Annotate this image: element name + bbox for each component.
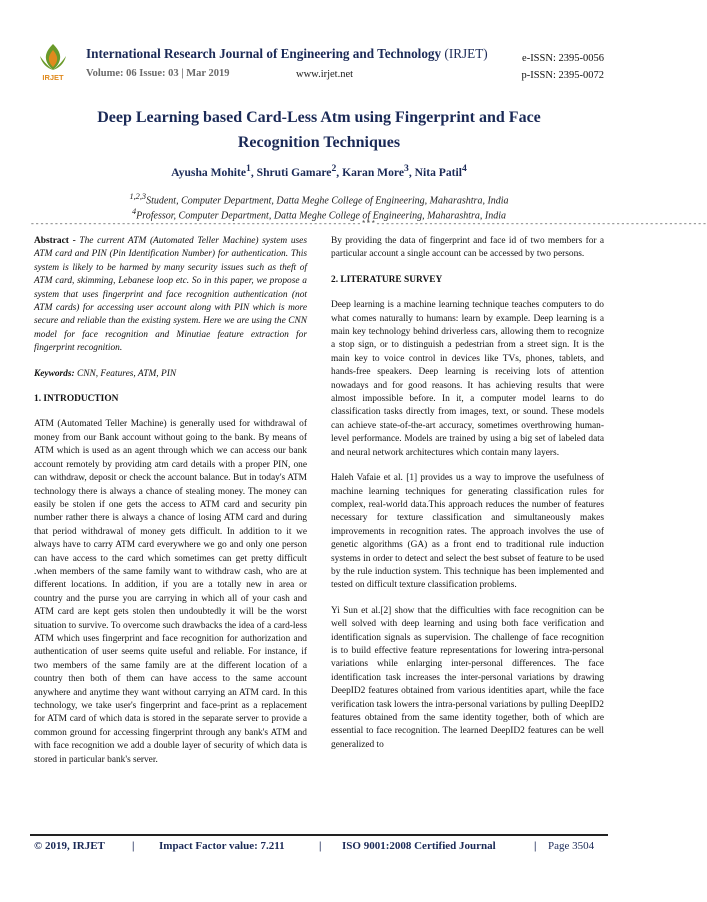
footer-divider: | xyxy=(132,840,135,852)
irjet-logo xyxy=(36,42,70,82)
author-sup: 3 xyxy=(404,163,409,174)
paragraph: Yi Sun et al.[2] show that the difficulties with face recognition can be well solved with deep learning and using both face verification and identification signals as supervision. The challenge of face recognition is to build effective feature representations for lowering intra-personal variations while enlarging inter-personal differences. The face identification task increases the inter-personal variations by drawing DeepID2 features obtained from various identities apart, while the face verification task lowers the intra-personal variations by pulling DeepID2 features obtained from the same identity together, both of which are essential to face recognition. The learned DeepID2 features can be well generalized to xyxy=(331,605,604,750)
paragraph: By providing the data of fingerprint and face id of two members for a particular account a single account can be accessed by two persons. xyxy=(331,236,604,260)
paper-title xyxy=(50,105,588,155)
journal-name: International Research Journal of Engineering and Technology xyxy=(86,46,442,61)
footer-divider: | xyxy=(534,840,537,852)
title-line-1: Deep Learning based Card-Less Atm using Fingerprint and Face xyxy=(97,109,541,126)
title-line-2: Recognition Techniques xyxy=(237,134,401,151)
affiliation-sup: 4 xyxy=(131,207,137,216)
left-column xyxy=(34,235,307,779)
abstract xyxy=(34,235,307,356)
section-separator: ---------------------------------------------------------------------***--------------------------------------------------------------------- xyxy=(30,220,707,229)
affiliation-text: Professor, Computer Department, Datta Meghe College of Engineering, Maharashtra, India xyxy=(136,210,507,222)
introduction-paragraph: ATM (Automated Teller Machine) is generally used for withdrawal of money from our Bank account without going to the bank. By means of ATM which is used as an agent through which we can access our bank account remotely by providing atm card details with a proper PIN, one can withdraw, deposit or check the account balance. But in today's ATM technology there is always a chance of stealing money. The money can easily be stolen if one gets the access to ATM card and security pin number rather there is always a chance of losing ATM card and during that period withdrawal of money gets difficult. In addition to it we always have to carry ATM card everywhere we go and only one person can have access to the card which sometimes can get pretty difficult .when members of the same family want to withdraw cash, who are at different locations. In addition, if you are a totally new in area or country and the purse you are carrying in which all of your cash and ATM card are kept gets stolen then undoubtedly it will be the worst situation to survive. To overcome such drawbacks the idea of a card-less ATM which uses fingerprint and face recognition for authorization and authentication of user seems quite useful and reliable. For instance, if two members of the same family are at the different location of a country then both of them can have access to the same account anywhere and anytime they want without carrying an ATM card. In this technology, we take user's fingerprint and face-print as a replacement for ATM card of which data is stored in the separate server to provide a common ground for accessing fingerprint through any bank's ATM and with face recognition we add a double layer of security of which data is stored in particular bank's server. xyxy=(34,419,307,765)
footer-iso: ISO 9001:2008 Certified Journal xyxy=(342,840,496,852)
e-issn: e-ISSN: 2395-0056 xyxy=(522,53,604,64)
volume-issue: Volume: 06 Issue: 03 | Mar 2019 xyxy=(86,68,230,79)
journal-abbr: (IRJET) xyxy=(444,46,488,61)
paragraph: Haleh Vafaie et al. [1] provides us a way to improve the usefulness of machine learning techniques for generating classification rules for complex, real-world data.This approach reduces the number of features necessary for texture classification and simultaneously makes improvements in recognition rates. The approach involves the use of genetic algorithms (GA) as a front end to traditional rule induction systems in order to detect and select the best subset of feature to be used by the rule induction system. This technique has been implemented and tested on difficult texture classification problems. xyxy=(331,473,604,591)
affiliation-text: Student, Computer Department, Datta Meghe College of Engineering, Maharashtra, India xyxy=(146,195,509,207)
author-name: Karan More xyxy=(342,165,405,179)
author-list: Ayusha Mohite$^1$, Shruti Gamare$^2$, Karan More$^3$, Nita Patil$^4$ xyxy=(171,163,467,179)
footer-divider: | xyxy=(319,840,322,852)
abstract-label: Abstract - xyxy=(34,236,76,246)
affiliation-sup: 1,2,3 xyxy=(129,192,147,201)
author-sup: 2 xyxy=(331,163,337,174)
logo-text: IRJET xyxy=(42,73,64,82)
page-footer xyxy=(34,840,604,856)
keywords-label: Keywords: xyxy=(34,368,75,379)
author-sup: 4 xyxy=(461,163,467,174)
author-name: Ayusha Mohite xyxy=(171,165,246,179)
paragraph: Deep learning is a machine learning technique teaches computers to do what comes naturally to humans: learn by example. Deep learning is a main key technology behind driverless cars, allowing them to recognize a stop sign, or to distinguish a pedestrian from a street sign. It is the main key to voice control in devices like TVs, phones, tablets, and hands-free speakers. Deep learning is receiving lots of attention nowadays and for good reasons. It has achieving results that were almost impossible before. In it, a computer model learns to do classification tasks directly from images, text, or sound. These models can achieve state-of-the-art accuracy, sometimes overthrowing human-level performance. Models are trained by using a big set of labeled data and neural network architectures which contain many layers. xyxy=(331,300,604,458)
author-sup: 1 xyxy=(246,163,251,174)
journal-header xyxy=(34,40,604,88)
keywords-text: CNN, Features, ATM, PIN xyxy=(74,368,177,379)
right-column xyxy=(331,235,604,764)
abstract-text: The current ATM (Automated Teller Machine) system uses ATM card and PIN (Pin Identification Number) for authentication. This system is likely to be harmed by many security issues such as theft of ATM card, skimming, Lebanese loop etc. So in this paper, we propose a system that uses fingerprint and face recognition authentication (not ATM cards) for accessing user account along with PIN which is more secure and reliable than the existing system. Here we are using the CNN model for face recognition and Minutiae feature extraction for fingerprint recognition. xyxy=(34,236,307,354)
section-heading-literature-survey: 2. LITERATURE SURVEY xyxy=(331,274,443,285)
author-name: Nita Patil xyxy=(414,165,462,179)
affiliation-1 xyxy=(30,192,608,206)
author-name: Shruti Gamare xyxy=(256,165,332,179)
journal-title xyxy=(86,46,488,62)
footer-page-number: Page 3504 xyxy=(548,840,595,852)
p-issn: p-ISSN: 2395-0072 xyxy=(521,70,604,81)
section-heading-introduction: 1. INTRODUCTION xyxy=(34,394,119,405)
journal-website[interactable]: www.irjet.net xyxy=(296,69,354,80)
footer-copyright: © 2019, IRJET xyxy=(34,840,105,852)
keywords xyxy=(34,368,307,381)
footer-impact-factor: Impact Factor value: 7.211 xyxy=(159,840,285,852)
footer-rule xyxy=(30,834,608,836)
